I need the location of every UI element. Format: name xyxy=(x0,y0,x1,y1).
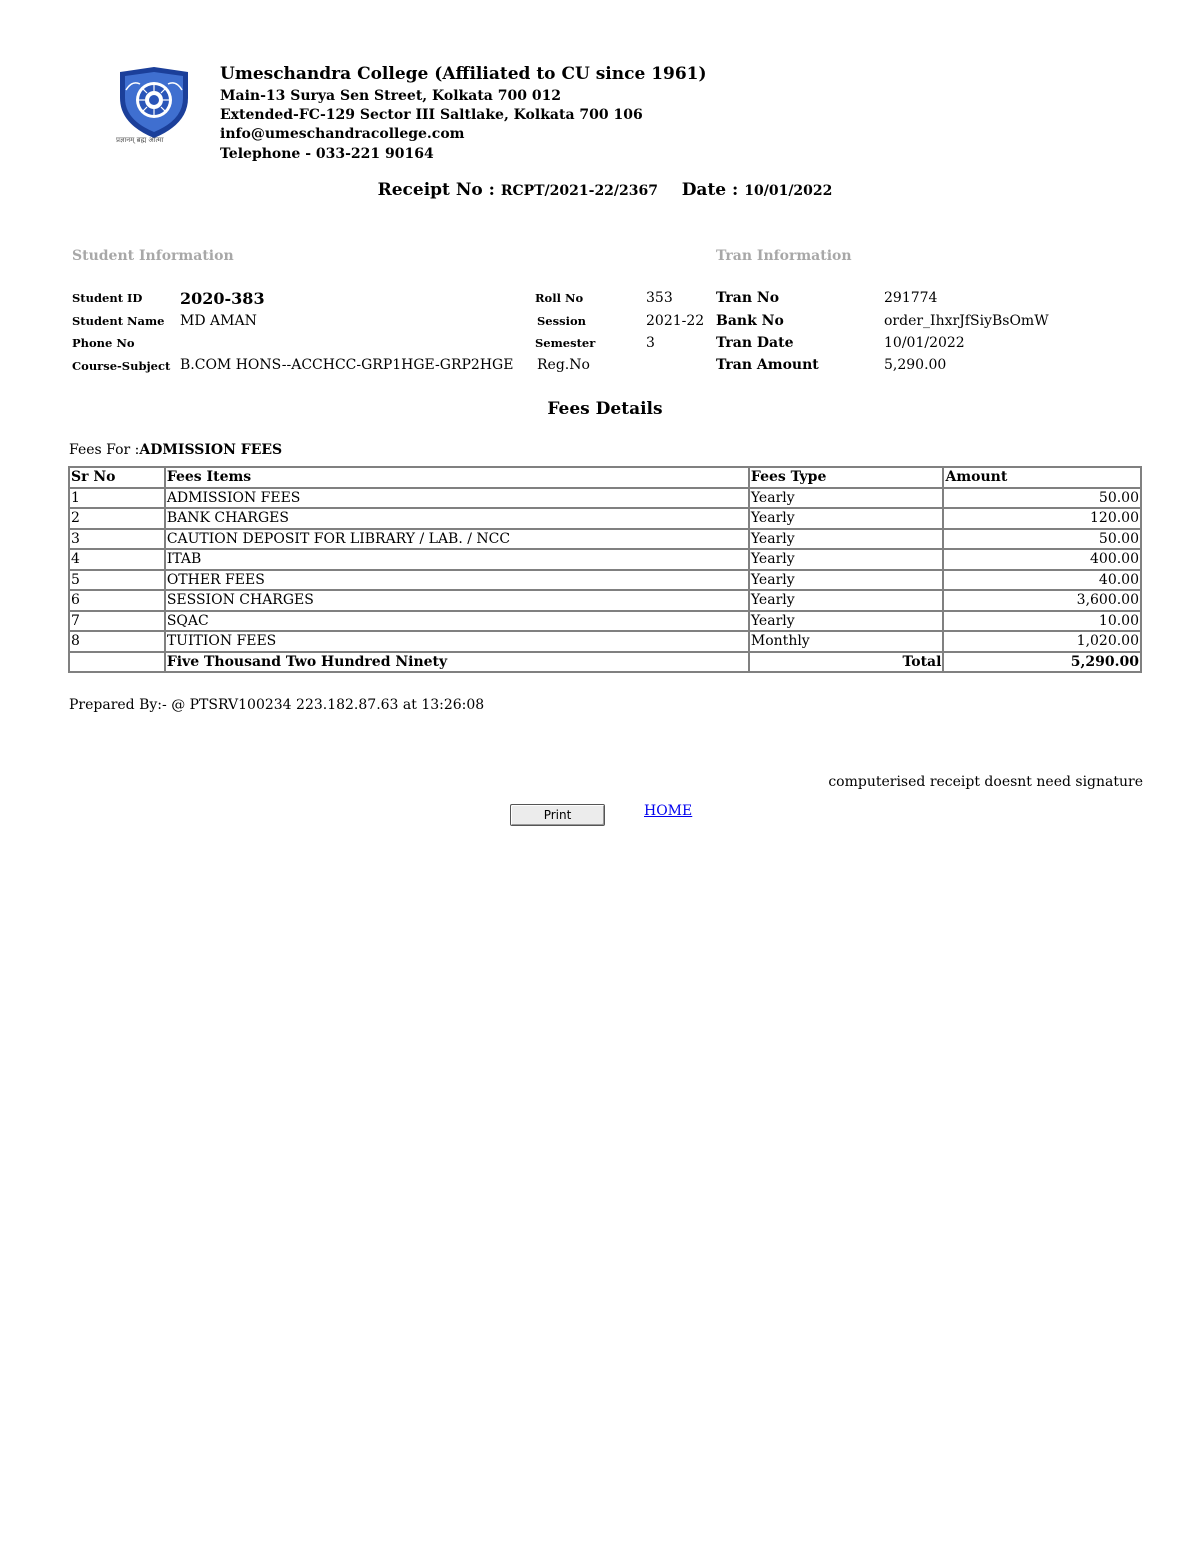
fees-for xyxy=(69,442,282,458)
receipt-line xyxy=(0,180,1200,200)
table-row xyxy=(69,611,1141,632)
receipt-date-label: Date : xyxy=(681,180,739,200)
row-type: Yearly xyxy=(749,570,944,591)
receipt-no-value: RCPT/2021-22/2367 xyxy=(500,183,658,199)
tran-date-value: 10/01/2022 xyxy=(884,335,965,351)
row-item: SQAC xyxy=(165,611,749,632)
row-sr: 5 xyxy=(69,570,165,591)
table-row xyxy=(69,529,1141,550)
row-amount: 120.00 xyxy=(943,508,1141,529)
student-info-heading: Student Information xyxy=(72,248,234,264)
tran-no-value: 291774 xyxy=(884,290,938,306)
table-row xyxy=(69,549,1141,570)
row-amount: 1,020.00 xyxy=(943,631,1141,652)
roll-label: Roll No xyxy=(535,291,584,305)
table-row xyxy=(69,570,1141,591)
college-name: Umeschandra College (Affiliated to CU since 1961) xyxy=(220,64,707,84)
row-amount: 50.00 xyxy=(943,529,1141,550)
home-link[interactable]: HOME xyxy=(644,803,693,819)
total-row xyxy=(69,652,1141,673)
fees-table-header xyxy=(69,467,1141,488)
student-name-label: Student Name xyxy=(72,314,165,328)
row-item: BANK CHARGES xyxy=(165,508,749,529)
row-sr: 7 xyxy=(69,611,165,632)
row-amount: 400.00 xyxy=(943,549,1141,570)
row-item: TUITION FEES xyxy=(165,631,749,652)
total-label: Total xyxy=(749,652,944,673)
tran-amount-value: 5,290.00 xyxy=(884,357,947,373)
college-telephone: Telephone - 033-221 90164 xyxy=(220,146,434,162)
regno-label: Reg.No xyxy=(537,357,590,373)
row-amount: 40.00 xyxy=(943,570,1141,591)
row-type: Yearly xyxy=(749,611,944,632)
fees-for-value: ADMISSION FEES xyxy=(139,442,283,458)
table-row xyxy=(69,508,1141,529)
student-id-label: Student ID xyxy=(72,291,143,305)
row-sr: 1 xyxy=(69,488,165,509)
row-amount: 3,600.00 xyxy=(943,590,1141,611)
session-label: Session xyxy=(537,314,586,328)
total-empty-cell xyxy=(69,652,165,673)
table-row xyxy=(69,631,1141,652)
header-amount: Amount xyxy=(943,467,1141,488)
college-address-main: Main-13 Surya Sen Street, Kolkata 700 012 xyxy=(220,88,562,104)
print-button[interactable]: Print xyxy=(510,804,605,826)
phone-label: Phone No xyxy=(72,336,135,350)
row-item: CAUTION DEPOSIT FOR LIBRARY / LAB. / NCC xyxy=(165,529,749,550)
tran-info-heading: Tran Information xyxy=(716,248,852,264)
header-sr-no: Sr No xyxy=(69,467,165,488)
table-row xyxy=(69,590,1141,611)
semester-value: 3 xyxy=(646,335,655,351)
tran-date-label: Tran Date xyxy=(716,335,794,351)
row-amount: 10.00 xyxy=(943,611,1141,632)
table-row xyxy=(69,488,1141,509)
course-label: Course-Subject xyxy=(72,359,171,373)
row-type: Yearly xyxy=(749,488,944,509)
fees-for-label: Fees For : xyxy=(69,442,140,458)
row-amount: 50.00 xyxy=(943,488,1141,509)
college-address-extended: Extended-FC-129 Sector III Saltlake, Kolkata 700 106 xyxy=(220,107,643,123)
header-fees-items: Fees Items xyxy=(165,467,749,488)
row-sr: 8 xyxy=(69,631,165,652)
college-email: info@umeschandracollege.com xyxy=(220,126,465,142)
tran-amount-label: Tran Amount xyxy=(716,357,819,373)
row-item: ITAB xyxy=(165,549,749,570)
row-type: Monthly xyxy=(749,631,944,652)
row-item: SESSION CHARGES xyxy=(165,590,749,611)
prepared-by: Prepared By:- @ PTSRV100234 223.182.87.63 at 13:26:08 xyxy=(69,697,485,713)
total-in-words: Five Thousand Two Hundred Ninety xyxy=(165,652,749,673)
bank-no-label: Bank No xyxy=(716,313,784,329)
total-amount: 5,290.00 xyxy=(943,652,1141,673)
row-sr: 4 xyxy=(69,549,165,570)
header-fees-type: Fees Type xyxy=(749,467,944,488)
roll-value: 353 xyxy=(646,290,673,306)
course-value: B.COM HONS--ACCHCC-GRP1HGE-GRP2HGE xyxy=(180,357,514,373)
row-sr: 2 xyxy=(69,508,165,529)
semester-label: Semester xyxy=(535,336,596,350)
row-type: Yearly xyxy=(749,508,944,529)
fees-table xyxy=(68,466,1142,673)
row-sr: 6 xyxy=(69,590,165,611)
fees-details-title: Fees Details xyxy=(547,399,663,419)
row-type: Yearly xyxy=(749,590,944,611)
receipt-no-label: Receipt No : xyxy=(377,180,495,200)
receipt-date-value: 10/01/2022 xyxy=(744,183,833,199)
row-sr: 3 xyxy=(69,529,165,550)
row-item: OTHER FEES xyxy=(165,570,749,591)
college-logo xyxy=(112,66,196,150)
row-item: ADMISSION FEES xyxy=(165,488,749,509)
row-type: Yearly xyxy=(749,549,944,570)
bank-no-value: order_IhxrJfSiyBsOmW xyxy=(884,313,1049,329)
signature-note: computerised receipt doesnt need signature xyxy=(828,774,1143,790)
row-type: Yearly xyxy=(749,529,944,550)
student-id-value: 2020-383 xyxy=(180,289,265,308)
tran-no-label: Tran No xyxy=(716,290,780,306)
session-value: 2021-22 xyxy=(646,313,705,329)
logo-motto: प्रज्ञानम् ब्रह्म आत्मा xyxy=(116,136,164,144)
student-name-value: MD AMAN xyxy=(180,313,257,329)
